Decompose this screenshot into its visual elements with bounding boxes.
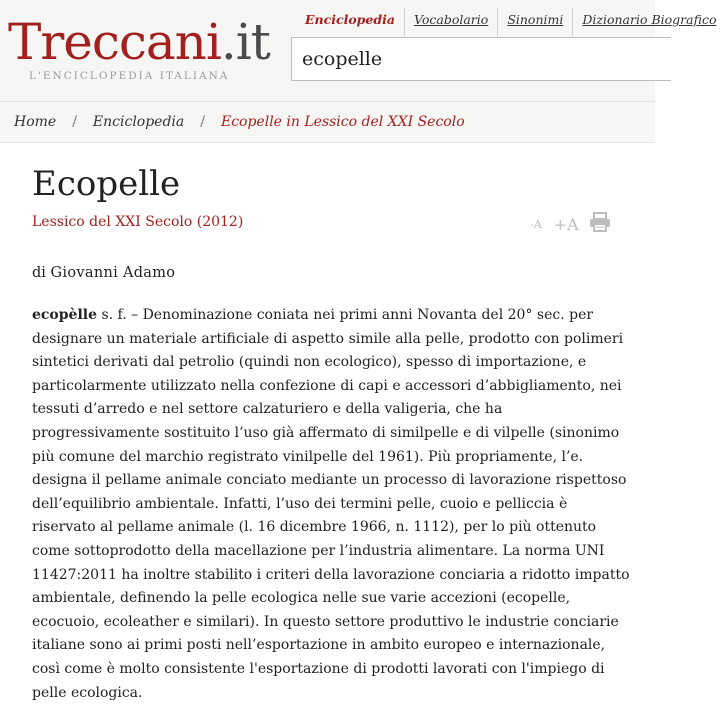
- breadcrumb-separator: /: [72, 114, 77, 130]
- article-source-link[interactable]: Lessico del XXI Secolo (2012): [32, 214, 244, 230]
- text-smaller-button[interactable]: -A: [530, 217, 542, 231]
- tab-vocabolario[interactable]: Vocabolario: [404, 8, 497, 36]
- logo-tld: .it: [220, 13, 270, 71]
- breadcrumb-current[interactable]: Ecopelle in Lessico del XXI Secolo: [220, 114, 465, 130]
- logo-name: Treccani: [8, 13, 221, 71]
- article-body: [32, 304, 632, 705]
- article-text: s. f. – Denominazione coniata nei primi anni Novanta del 20° sec. per designare un materiale artificiale di aspetto simile alla pelle, prodotto con polimeri sintetici derivati dal petrolio (quindi non ecologico), spesso di importazione, e particolarmente utilizzato nella confezione di capi e accessori d’abbigliamento, nei tessuti d’arredo e nel settore calzaturiero e della valigeria, che ha progressivamente sostituito l’uso già affermato di similpelle e di vilpelle (sinonimo più comune del marchio registrato vinilpelle del 1961). Più propriamente, l’e. designa il pellame animale conciato mediante un processo di lavorazione rispettoso dell’equilibrio ambientale. Infatti, l’uso dei termini pelle, cuoio e pelliccia è riservato al pellame animale (l. 16 dicembre 1966, n. 1112), per lo più ottenuto come sottoprodotto della macellazione per l’industria alimentare. La norma UNI 11427:2011 ha inoltre stabilito i criteri della lavorazione conciaria a ridotto impatto ambientale, definendo la pelle ecologica nelle sue varie accezioni (ecopelle, ecocuoio, ecoleather e similari). In questo settore produttivo le industrie conciarie italiane sono ai primi posti nell’esportazione in ambito europeo e internazionale, così come è molto consistente l'esportazione di prodotti lavorati con l'impiego di pelle ecologica.: [32, 307, 630, 701]
- tab-sinonimi[interactable]: Sinonimi: [497, 8, 572, 36]
- print-icon[interactable]: [589, 212, 611, 236]
- breadcrumb-separator: /: [200, 114, 205, 130]
- breadcrumb: [0, 102, 655, 143]
- article-lemma: ecopèlle: [32, 307, 98, 323]
- article-tools: [530, 212, 611, 236]
- top-navigation: [296, 8, 725, 36]
- page-title: Ecopelle: [32, 164, 181, 204]
- tab-enciclopedia[interactable]: Enciclopedia: [305, 12, 395, 27]
- tab-dizionario-biografico[interactable]: Dizionario Biografico: [572, 8, 725, 36]
- breadcrumb-enciclopedia[interactable]: Enciclopedia: [92, 114, 185, 130]
- logo-tagline: L'ENCICLOPEDIA ITALIANA: [29, 70, 230, 82]
- author-prefix: di: [32, 265, 46, 281]
- search-input[interactable]: [302, 46, 642, 72]
- text-bigger-button[interactable]: +A: [553, 214, 579, 234]
- article-author: [32, 265, 175, 281]
- treccani-logo[interactable]: [8, 14, 270, 70]
- site-header: [0, 0, 717, 102]
- author-name: Giovanni Adamo: [50, 265, 176, 281]
- breadcrumb-home[interactable]: Home: [14, 114, 57, 130]
- search-box: [291, 37, 671, 81]
